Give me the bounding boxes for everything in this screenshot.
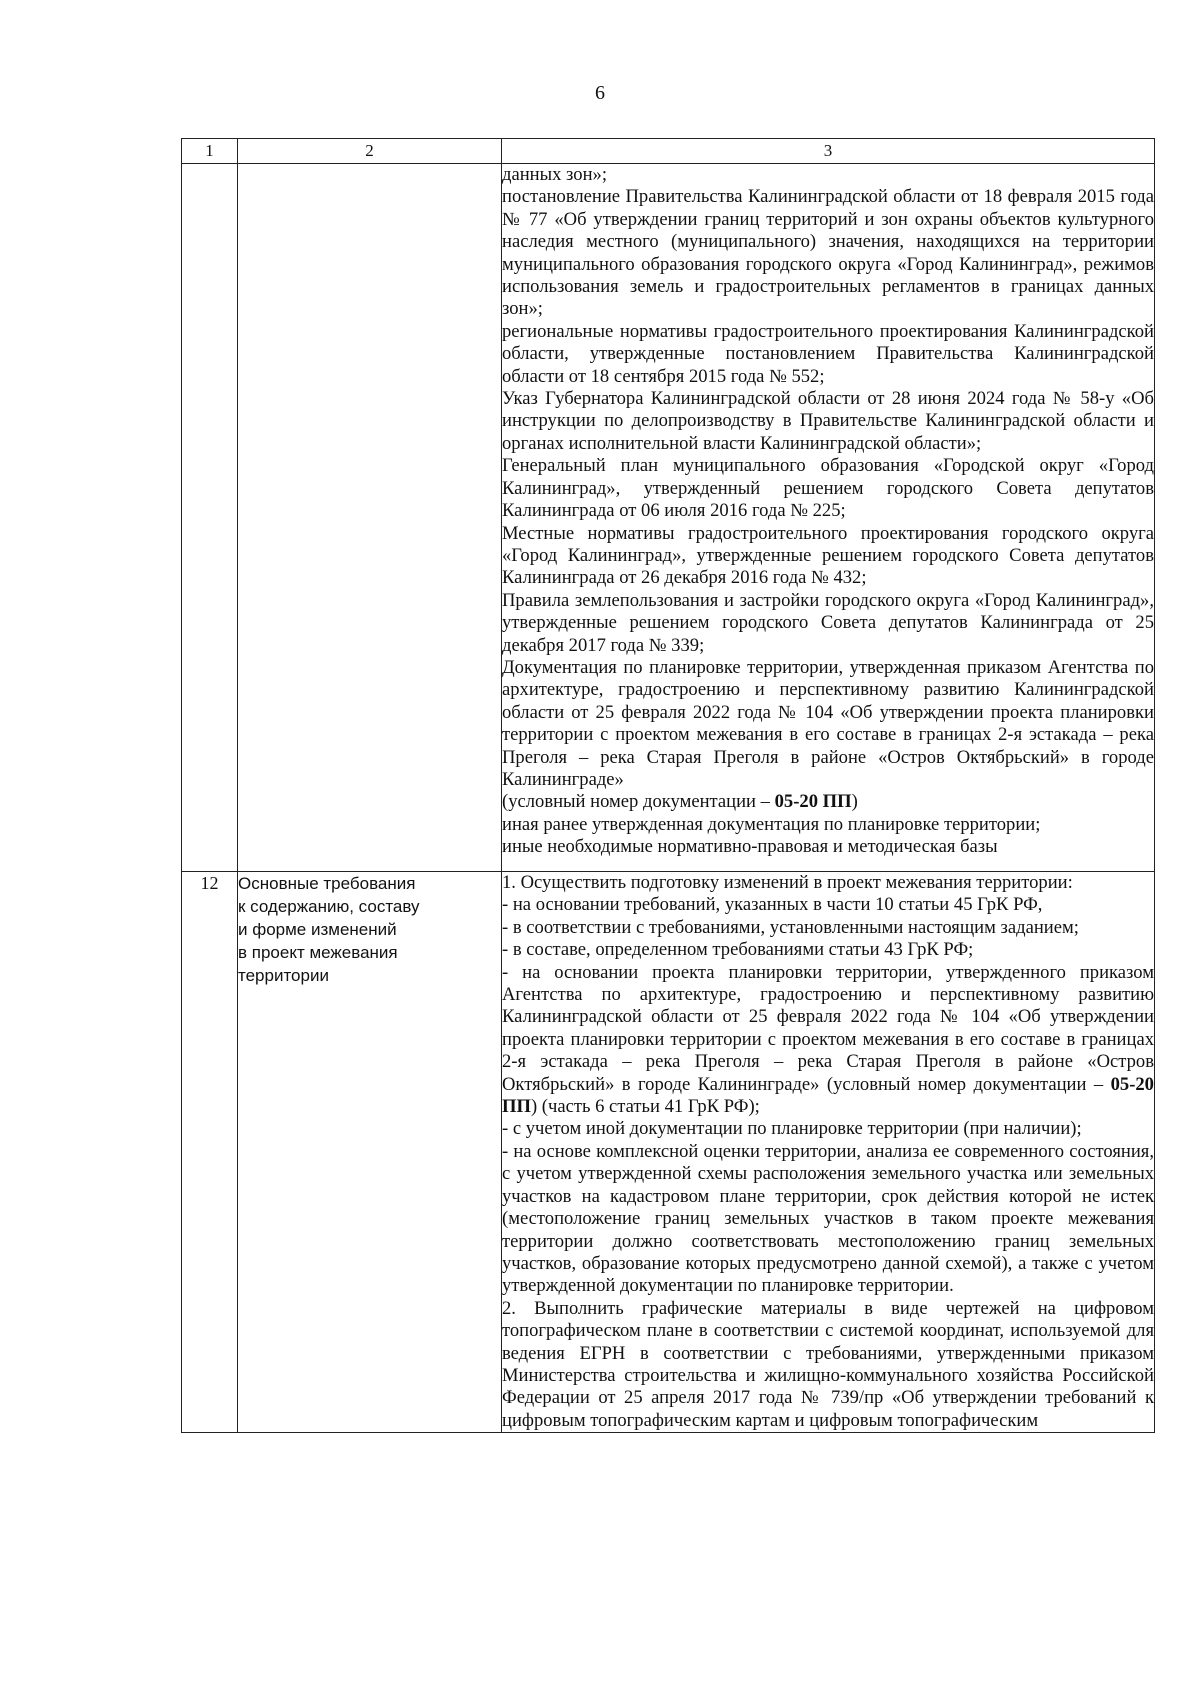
table-row-continuation: [182, 164, 1155, 872]
bullet-item: - в составе, определенном требованиями статьи 43 ГрК РФ;: [502, 939, 974, 961]
condition-code: 05-20 ПП: [502, 1073, 1154, 1118]
paragraph: 2. Выполнить графические материалы в виде чертежей на цифровом топографическом плане в соответствии с системой координат, используемой для ведения ЕГРН в соответствии с требованиями, утвержденными приказом Министерства строительства и жилищно-коммунального хозяйства Российской Федерации от 25 апреля 2017 года № 739/пр «Об утверждении требований к цифровым топографическим картам и цифровым топографическим: [502, 1297, 1154, 1431]
bullet-text: - на основании проекта планировки территории, утвержденного приказом Агентства по архитектуре, градостроению и перспективному развитию Калининградской области от 25 февраля 2022 года № 104 «Об утверждении проекта планировки территории с проектом межевания в его составе в границах 2-я эстакада – река Преголя – река Старая Преголя в районе «Остров Октябрьский» в городе Калининграде»: [502, 961, 1154, 1095]
row-title: [238, 872, 502, 1433]
condition-prefix: (условный номер документации –: [502, 791, 775, 813]
bullet-item: - с учетом иной документации по планировке территории (при наличии);: [502, 1118, 1082, 1140]
paragraph: иные необходимые нормативно-правовая и методическая базы: [502, 836, 998, 858]
paragraph: данных зон»;: [502, 164, 607, 185]
row-title: [238, 164, 502, 872]
row-title-line: к содержанию, составу: [238, 897, 420, 916]
condition-code: 05-20 ПП: [774, 791, 852, 813]
header-col-2: 2: [238, 139, 502, 164]
paragraph: региональные нормативы градостроительного проектирования Калининградской области, утвержденные постановлением Правительства Калининградской области от 18 сентября 2015 года № 552;: [502, 320, 1154, 387]
paragraph: иная ранее утвержденная документация по планировке территории;: [502, 813, 1041, 835]
row-title-line: Основные требования: [238, 874, 416, 893]
paragraph: Документация по планировке территории, утвержденная приказом Агентства по архитектуре, градостроению и перспективному развитию Калининградской области от 25 февраля 2022 года № 104 «Об утверждении проекта планировки территории с проектом межевания в его составе в границах 2-я эстакада – река Преголя – река Старая Преголя в районе «Остров Октябрьский» в городе Калининграде»: [502, 656, 1154, 790]
page-number: 6: [595, 82, 605, 104]
row-title-line: и форме изменений: [238, 920, 397, 939]
bullet-item: [502, 962, 1154, 1119]
row-number: [182, 164, 238, 872]
condition-suffix: ) (часть 6 статьи 41 ГрК РФ);: [530, 1096, 760, 1118]
paragraph: Местные нормативы градостроительного проектирования городского округа «Город Калининград», утвержденные решением городского Совета депутатов Калининграда от 26 декабря 2016 года № 432;: [502, 522, 1154, 589]
row-title-line: территории: [238, 966, 329, 985]
condition-suffix: ): [851, 791, 858, 813]
requirements-table: [181, 138, 1155, 1433]
table-header-row: [182, 139, 1155, 164]
header-col-3: 3: [502, 139, 1155, 164]
condition-prefix: (условный номер документации –: [826, 1073, 1111, 1095]
condition-number-line: [502, 791, 1154, 813]
paragraph: Указ Губернатора Калининградской области от 28 июня 2024 года № 58-у «Об инструкции по делопроизводству в Правительстве Калининградской области и органах исполнительной власти Калининградской области»;: [502, 388, 1154, 454]
header-col-1: 1: [182, 139, 238, 164]
row-title-line: в проект межевания: [238, 943, 398, 962]
bullet-item: - на основании требований, указанных в части 10 статьи 45 ГрК РФ,: [502, 894, 1043, 916]
bullet-item: - в соответствии с требованиями, установленными настоящим заданием;: [502, 916, 1079, 938]
bullet-item: - на основе комплексной оценки территории, анализа ее современного состояния, с учетом утвержденной схемы расположения земельного участка или земельных участков на кадастровом плане территории, срок действия которой не истек (местоположение границ земельных участков в таком проекте межевания территории должно соответствовать местоположению границ земельных участков, образование которых предусмотрено данной схемой), а также с учетом утвержденной документации по планировке территории.: [502, 1140, 1154, 1297]
paragraph: Генеральный план муниципального образования «Городской округ «Город Калининград», утвержденный решением городского Совета депутатов Калининграда от 06 июля 2016 года № 225;: [502, 455, 1154, 522]
row-content: [502, 872, 1155, 1433]
paragraph: 1. Осуществить подготовку изменений в проект межевания территории:: [502, 872, 1073, 893]
paragraph: Правила землепользования и застройки городского округа «Город Калининград», утвержденные решением городского Совета депутатов Калининграда от 25 декабря 2017 года № 339;: [502, 589, 1154, 656]
paragraph: постановление Правительства Калининградской области от 18 февраля 2015 года № 77 «Об утверждении границ территорий и зон охраны объектов культурного наследия местного (муниципального) значения, находящихся на территории муниципального образования городского округа «Город Калининград», режимов использования земель и градостроительных регламентов в границах данных зон»;: [502, 186, 1154, 320]
row-number: 12: [182, 872, 238, 1433]
row-content: [502, 164, 1155, 872]
table-row-12: [182, 872, 1155, 1433]
